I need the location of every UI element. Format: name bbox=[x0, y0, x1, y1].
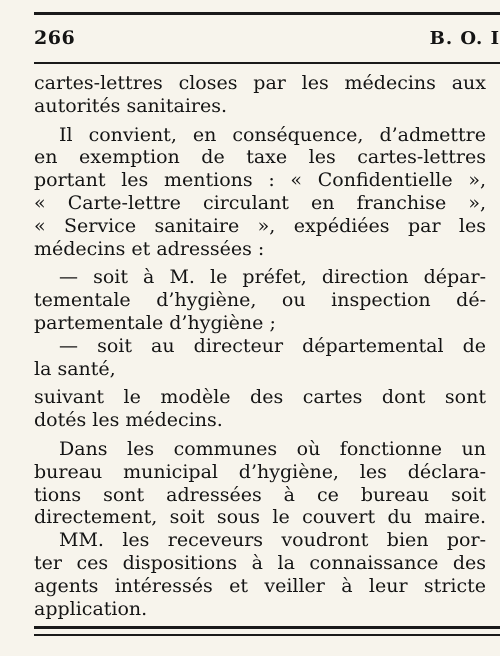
text-line: agents intéressés et veiller à leur stricte bbox=[34, 574, 486, 597]
text-line: dotés les médecins. bbox=[34, 409, 223, 432]
text-line: en exemption de taxe les cartes-lettres bbox=[34, 146, 486, 169]
article-body bbox=[34, 72, 486, 620]
header-rule bbox=[34, 62, 500, 64]
text-line: partementale d’hygiène ; bbox=[34, 311, 276, 334]
text-line: médecins et adressées : bbox=[34, 237, 265, 260]
text-line: cartes-lettres closes par les médecins aux bbox=[34, 72, 486, 94]
top-rule bbox=[34, 12, 500, 15]
text-line: « Carte-lettre circulant en franchise », bbox=[34, 191, 486, 214]
text-line: suivant le modèle des cartes dont sont bbox=[34, 386, 486, 409]
text-line: tions sont adressées à ce bureau soit bbox=[34, 483, 486, 506]
text-line: la santé, bbox=[34, 357, 116, 380]
bottom-rule-secondary bbox=[34, 634, 500, 636]
text-line: — soit à M. le préfet, direction dépar- bbox=[59, 266, 486, 289]
text-line: Dans les communes où fonctionne un bbox=[59, 437, 486, 460]
running-head: B. O. I bbox=[429, 28, 500, 49]
text-line: « Service sanitaire », expédiées par les bbox=[34, 214, 486, 237]
bottom-rule bbox=[34, 626, 500, 629]
text-line: tementale d’hygiène, ou inspection dé- bbox=[34, 289, 486, 312]
page-header bbox=[34, 27, 500, 57]
text-line: ter ces dispositions à la connaissance des bbox=[34, 551, 486, 574]
text-line: MM. les receveurs voudront bien por- bbox=[59, 529, 486, 552]
text-line: — soit au directeur départemental de bbox=[59, 334, 486, 357]
text-line: portant les mentions : « Confidentielle », bbox=[34, 169, 486, 192]
page-number: 266 bbox=[34, 27, 76, 49]
text-line: Il convient, en conséquence, d’admettre bbox=[59, 123, 486, 146]
text-line: autorités sanitaires. bbox=[34, 94, 228, 117]
text-line: directement, soit sous le couvert du maire. bbox=[34, 506, 486, 529]
text-line: bureau municipal d’hygiène, les déclara- bbox=[34, 460, 486, 483]
text-line: application. bbox=[34, 597, 148, 620]
